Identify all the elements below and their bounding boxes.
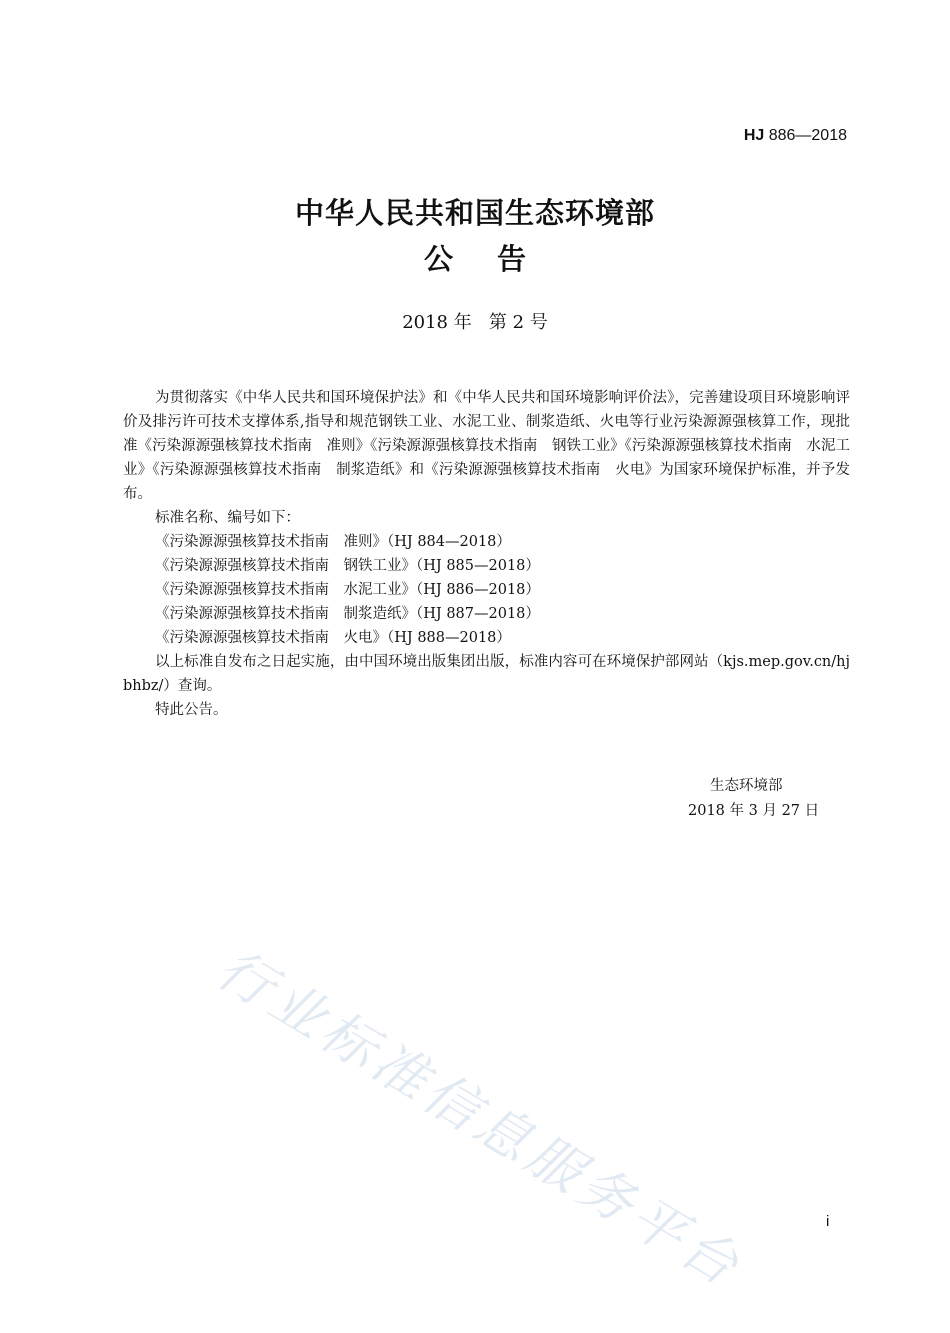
body-paragraph-implementation: 以上标准自发布之日起实施，由中国环境出版集团出版，标准内容可在环境保护部网站（kjs.mep.gov.cn/hjbhbz/）查询。 bbox=[123, 654, 850, 694]
body-paragraph-intro: 为贯彻落实《中华人民共和国环境保护法》和《中华人民共和国环境影响评价法》，完善建设项目环境影响评价及排污许可技术支撑体系,指导和规范钢铁工业、水泥工业、制浆造纸、火电等行业污染源源强核算工作，现批准《污染源源强核算技术指南 准则》《污染源源强核算技术指南 钢铁工业》《污染源源强核算技术指南 水泥工业》《污染源源强核算技术指南 制浆造纸》和《污染源源强核算技术指南 火电》为国家环境保护标准，并予发布。 bbox=[123, 390, 850, 502]
announcement-heading-char-1: 公 bbox=[423, 242, 453, 276]
watermark-text: 行业标准信息服务平台 bbox=[206, 936, 754, 1300]
standard-list-item: 《污染源源强核算技术指南 火电》（HJ 888—2018） bbox=[155, 630, 511, 646]
standard-code bbox=[744, 127, 847, 145]
standard-list-item: 《污染源源强核算技术指南 钢铁工业》（HJ 885—2018） bbox=[155, 558, 540, 574]
issue-date: 2018 年 3 月 27 日 bbox=[688, 803, 820, 819]
issue-number: 2018 年 第 2 号 bbox=[402, 312, 548, 333]
closing-statement: 特此公告。 bbox=[155, 702, 228, 718]
standard-code-number: 886—2018 bbox=[764, 127, 847, 144]
standard-list-item: 《污染源源强核算技术指南 水泥工业》（HJ 886—2018） bbox=[155, 582, 540, 598]
standard-code-prefix: HJ bbox=[743, 127, 765, 144]
standards-list-intro: 标准名称、编号如下： bbox=[155, 510, 300, 526]
issuing-organization: 生态环境部 bbox=[710, 778, 783, 794]
ministry-title: 中华人民共和国生态环境部 bbox=[294, 196, 655, 230]
announcement-title-block bbox=[0, 193, 950, 281]
announcement-body bbox=[123, 386, 850, 722]
standard-list-item: 《污染源源强核算技术指南 准则》（HJ 884—2018） bbox=[155, 534, 511, 550]
page-number: i bbox=[826, 1213, 830, 1230]
signature-block bbox=[600, 774, 900, 824]
announcement-heading-char-2: 告 bbox=[497, 242, 527, 276]
announcement-heading bbox=[0, 237, 950, 281]
standard-list-item: 《污染源源强核算技术指南 制浆造纸》（HJ 887—2018） bbox=[155, 606, 540, 622]
